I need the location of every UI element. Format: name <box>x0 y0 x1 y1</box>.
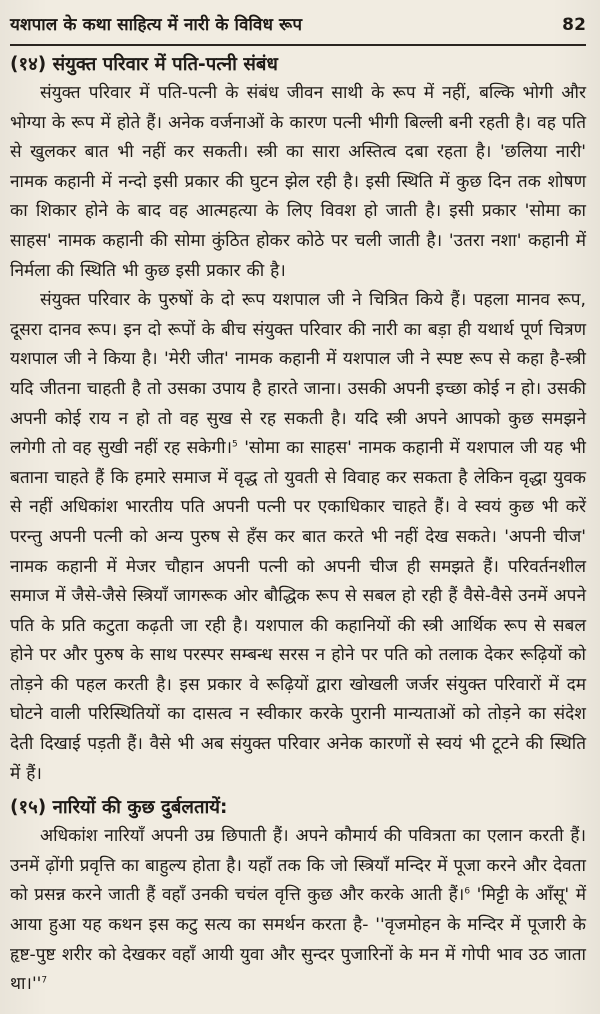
section-heading: (१४) संयुक्त परिवार में पति-पत्नी संबंध <box>10 54 278 75</box>
paragraph-text: अधिकांश नारियाँ अपनी उम्र छिपाती हैं। अपने कौमार्य की पवित्रता का एलान करती हैं। उनमें ढ़ोंगी प्रवृत्ति का बाहुल्य होता है। यहाँ तक कि जो स्त्रियाँ मन्दिर में पूजा करने और देवता को प्रसन्न करने जाती हैं वहाँ उनकी चचंल वृत्ति कुछ और करके आती हैं। <box>10 826 586 906</box>
paragraph-text: संयुक्त परिवार में पति-पत्नी के संबंध जीवन साथी के रूप में नहीं, बल्कि भोगी और भोग्या के रूप में होते हैं। अनेक वर्जनाओं के कारण पत्नी भीगी बिल्ली बनी रहती है। वह पति से खुलकर बात भी नहीं कर सकती। स्त्री का सारा अस्तित्व दबा रहता है। 'छलिया नारी' नामक कहानी में नन्दो इसी प्रकार की घुटन झेल रही है। इसी स्थिति में कुछ दिन तक शोषण का शिकार होने के बाद वह आत्महत्या के लिए विवश हो जाती है। इसी प्रकार 'सोमा का साहस' नामक कहानी की सोमा कुंठित होकर कोठे पर चली जाती है। 'उतरा नशा' कहानी में निर्मला की स्थिति भी कुछ इसी प्रकार की है। <box>10 83 586 281</box>
paragraph-text: 'सोमा का साहस' नामक कहानी में यशपाल जी यह भी बताना चाहते हैं कि हमारे समाज में वृद्ध तो युवती से विवाह कर सकता है लेकिन वृद्धा युवक से नहीं अधिकांश भारतीय पति अपनी पत्नी पर एकाधिकार चाहते हैं। वे स्वयं कुछ भी करें परन्तु अपनी पत्नी को अन्य पुरुष से हँस कर बात करते भी नहीं देख सकते। 'अपनी चीज' नामक कहानी में मेजर चौहान अपनी पत्नी को अपनी चीज ही समझते हैं। परिवर्तनशील समाज में जैसे-जैसे स्त्रियाँ जागरूक ओर बौद्धिक रूप से सबल हो रही हैं वैसे-वैसे उनमें अपने पति के प्रति कटुता कढ़ती जा रही है। यशपाल की कहानियों की स्त्री आर्थिक रूप से सबल होने पर और पुरुष के साथ परस्पर सम्बन्ध सरस न होने पर पति को तलाक देकर रूढ़ियों को तोड़ने की पहल करती है। इस प्रकार वे रूढ़ियों द्वारा खोखली जर्जर संयुक्त परिवारों में दम घोटने वाली परिस्थितियों का दासत्व न स्वीकार करके पुरानी मान्यताओं को तोड़ने का संदेश देती दिखाई पड़ती हैं। वैसे भी अब संयुक्त परिवार अनेक कारणों से स्वयं भी टूटने की स्थिति में हैं। <box>10 438 586 784</box>
header-rule <box>10 44 586 46</box>
paragraph <box>10 79 586 286</box>
footnote-mark: 7 <box>41 975 48 986</box>
paragraph-text: संयुक्त परिवार के पुरुषों के दो रूप यशपाल जी ने चित्रित किये हैं। पहला मानव रूप, दूसरा दानव रूप। इन दो रूपों के बीच संयुक्त परिवार की नारी का बड़ा ही यथार्थ पूर्ण चित्रण यशपाल जी ने किया है। 'मेरी जीत' नामक कहानी में यशपाल जी ने स्पष्ट रूप से कहा है-स्त्री यदि जीतना चाहती है तो उसका उपाय है हारते जाना। उसकी अपनी इच्छा कोई न हो। उसकी अपनी कोई राय न हो तो वह सुख से रह सकती है। यदि स्त्री अपने आपको कुछ समझने लगेगी तो वह सुखी नहीं रह सकेगी। <box>10 290 586 459</box>
paragraph <box>10 822 586 1000</box>
section-heading: (१५) नारियों की कुछ दुर्बलतायें: <box>10 797 228 819</box>
footnote-mark: 5 <box>232 439 238 450</box>
page-number: 82 <box>562 15 586 35</box>
footnote-mark: 6 <box>464 886 471 897</box>
paragraph-text: 'मिट्टी के आँसू' में आया हुआ यह कथन इस कटु सत्य का समर्थन करता है- ''वृजमोहन के मन्दिर में पूजारी के हृष्ट-पुष्ट शरीर को देखकर वहाँ आयी युवा और सुन्दर पुजारिनों के मन में गोपी भाव उठ जाता था।'' <box>10 885 586 995</box>
page-header <box>10 12 586 44</box>
section-joint-family <box>10 50 586 789</box>
section-weaknesses <box>10 793 586 1000</box>
paragraph <box>10 286 586 789</box>
running-title: यशपाल के कथा साहित्य में नारी के विविध रूप <box>10 15 303 35</box>
